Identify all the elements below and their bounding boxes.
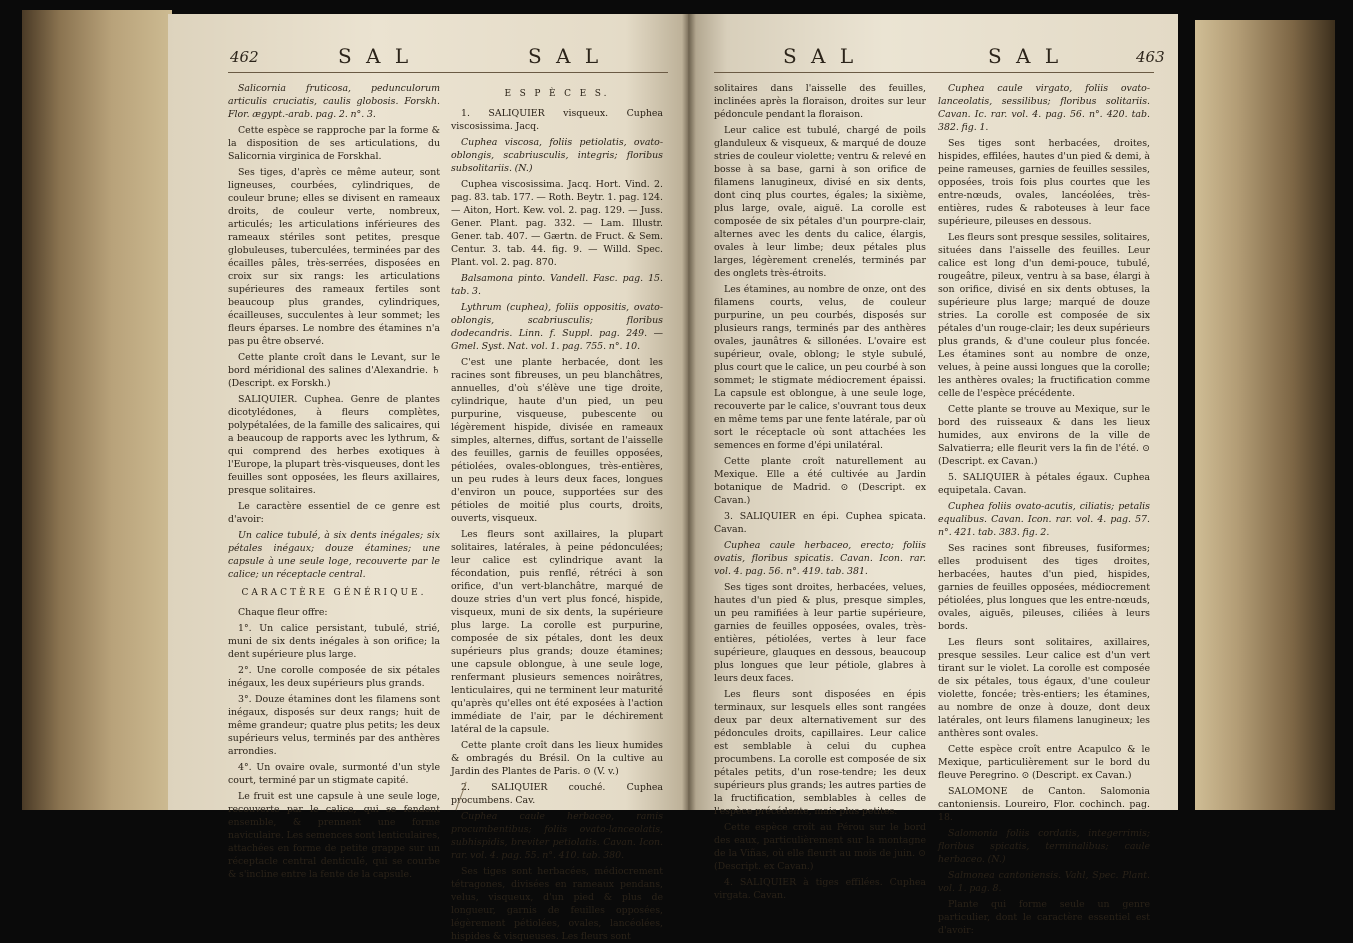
running-head-left: S A L: [338, 44, 413, 68]
paragraph: Les fleurs sont axillaires, la plupart solitaires, latérales, à peine pédonculées; leur calice est cylindrique avant la fécondation, puis renflé, rétréci à son orifice, d'un vert-blanchâtre, marqué de douze stries d'un vert plus foncé, hispide, visqueux, muni de six dents, la supérieure plus large. La corolle est purpurine, composée de six pétales, dont les deux supérieurs plus grands; douze étamines; une capsule oblongue, à une seule loge, renfermant plusieurs semences noirâtres, lenticulaires, qui ne terminent leur maturité qu'après qu'elles ont été exposées à l'action immédiate de l'air, par le déchirement latéral de la capsule.: [451, 529, 663, 735]
paragraph: Cuphea viscosa, foliis petiolatis, ovato-oblongis, scabriusculis, integris; floribus subsolitariis. (N.): [451, 137, 663, 174]
book-edge-right: [1195, 20, 1335, 810]
running-head-right-col2: S A L: [988, 44, 1063, 68]
paragraph: SALOMONE de Canton. Salomonia cantoniensis. Loureiro, Flor. cochinch. pag. 18.: [938, 786, 1150, 823]
paragraph: Les étamines, au nombre de onze, ont des filamens courts, velus, de couleur purpurine, un peu courbés, disposés sur plusieurs rangs, terminés par des anthères ovales, jaunâtres & sillonées. L'ovaire est supérieur, ovale, oblong; le style subulé, plus court que le calice, un peu courbé à son sommet; le stigmate médiocrement épaissi. La capsule est oblongue, à une seule loge, recouverte par le calice, s'ouvrant tous deux en même tems par une fente latérale, par où sort le réceptacle où sont attachées les semences en forme d'épi unilatéral.: [714, 284, 926, 451]
paragraph: 2. SALIQUIER couché. Cuphea procumbens. Cav.: [451, 782, 663, 806]
paragraph: Salomonia foliis cordatis, integerrimis; floribus spicatis, terminalibus; caule herbaceo. (N.): [938, 828, 1150, 865]
left-page: [168, 14, 688, 942]
header-rule-left: [228, 72, 668, 73]
paragraph: 4°. Un ovaire ovale, surmonté d'un style court, terminé par un stigmate capité.: [228, 762, 440, 786]
paragraph: Ses tiges sont herbacées, droites, hispides, effilées, hautes d'un pied & demi, à peine rameuses, garnies de feuilles sessiles, opposées, trois fois plus courtes que les entre-nœuds, ovales, lancéolées, très-entières, rudes & raboteuses à leur face supérieure, pileuses en dessous.: [938, 138, 1150, 227]
paragraph: Leur calice est tubulé, chargé de poils glanduleux & visqueux, & marqué de douze stries de couleur violette; ventru & relevé en bosse à sa base, garni à son orifice de filamens lanugineux, divisé en six dents, dont cinq plus courtes, égales; la sixième, plus large, ovale, aiguë. La corolle est composée de six pétales d'un pourpre-clair, alternes avec les dents du calice, élargis, ovales à leur limbe; deux pétales plus larges, légèrement crenelés, terminés par des onglets très-étroits.: [714, 125, 926, 279]
paragraph: 1°. Un calice persistant, tubulé, strié, muni de six dents inégales à son orifice; la dent supérieure plus large.: [228, 623, 440, 660]
paragraph: Ses tiges, d'après ce même auteur, sont ligneuses, courbées, cylindriques, de couleur brune; elles se divisent en rameaux droits, de couleur verte, nombreux, articulés; les articulations inférieures des rameaux stériles sont petites, presque globuleuses, tuberculées, terminées par des écailles pâles, très-serrées, disposées en croix sur six rangs: les articulations supérieures des rameaux fertiles sont beaucoup plus grandes, cylindriques, écailleuses, succulentes à leur sommet; les fleurs éparses. Le nombre des étamines n'a pas pu être observé.: [228, 167, 440, 347]
paragraph: C'est une plante herbacée, dont les racines sont fibreuses, un peu blanchâtres, annuelles, d'où s'élève une tige droite, cylindrique, haute d'un pied, un peu purpurine, visqueuse, pubescente ou légèrement hispide, divisée en rameaux simples, alternes, diffus, sortant de l'aisselle des feuilles, garnis de feuilles opposées, pétiolées, ovales-oblongues, très-entières, un peu rudes à leurs deux faces, longues d'environ un pouce, supportées sur des pétioles de moitié plus courts, droits, ouverts, visqueux.: [451, 357, 663, 524]
paragraph: solitaires dans l'aisselle des feuilles, inclinées après la floraison, droites sur leur pédoncule pendant la floraison.: [714, 83, 926, 120]
paragraph: Ses tiges sont droites, herbacées, velues, hautes d'un pied & plus, presque simples, un peu ramifiées à leur partie supérieure, garnies de feuilles opposées, ovales, très-entières, pétiolées, vertes à leur face supérieure, glauques en dessous, beaucoup plus longues que leur pétiole, glabres à leurs deux faces.: [714, 582, 926, 684]
left-column-1: [228, 82, 440, 880]
paragraph: Cette plante croît naturellement au Mexique. Elle a été cultivée au Jardin botanique de Madrid. ⊙ (Descript. ex Cavan.): [714, 456, 926, 506]
right-column-2: [938, 82, 1150, 936]
paragraph: Cette espèce croît entre Acapulco & le Mexique, particulièrement sur le bord du fleuve Peregrino. ⊙ (Descript. ex Cavan.): [938, 744, 1150, 781]
paragraph: SALIQUIER. Cuphea. Genre de plantes dicotylédones, à fleurs complètes, polypétalées, de la famille des salicaires, qui a beaucoup de rapports avec les lythrum, & qui comprend des herbes exotiques à l'Europe, la plupart très-visqueuses, dont les feuilles sont opposées, les fleurs axillaires, presque solitaires.: [228, 394, 440, 496]
paragraph: Le fruit est une capsule à une seule loge, recouverte par le calice, qui se fendent ensemble, & prennent une forme naviculaire. Les semences sont lenticulaires, attachées en forme de petite grappe sur un réceptacle central denticulé, qui se courbe & s'incline entre la fente de la capsule.: [228, 791, 440, 880]
paragraph: Les fleurs sont disposées en épis terminaux, sur lesquels elles sont rangées deux par deux alternativement sur des pédoncules droits, capillaires. Leur calice est semblable à celui du cuphea procumbens. La corolle est composée de six pétales petits, d'un rose-tendre; les deux supérieurs plus grands; les autres parties de la fructification, semblables à celles de l'espèce précédente, mais plus petites.: [714, 689, 926, 817]
paragraph: Les fleurs sont presque sessiles, solitaires, situées dans l'aisselle des feuilles. Leur calice est long d'un demi-pouce, tubulé, rougeâtre, pileux, ventru à sa base, élargi à son orifice, divisé en six dents obtuses, la supérieure plus large; marqué de douze stries. La corolle est composée de six pétales d'un rouge-clair; les deux supérieurs plus grands, & d'une couleur plus foncée. Les étamines sont au nombre de onze, velues, à peine aussi longues que la corolle; les anthères ovales; la fructification comme celle de l'espèce précédente.: [938, 232, 1150, 399]
right-page: [688, 14, 1178, 936]
left-column-2: [451, 82, 663, 942]
paragraph: Salmonea cantoniensis. Vahl, Spec. Plant. vol. 1. pag. 8.: [938, 870, 1150, 894]
right-column-1: [714, 82, 926, 901]
book-gutter: [682, 14, 696, 810]
paragraph: Cuphea caule virgato, foliis ovato-lanceolatis, sessilibus; floribus solitariis. Cavan. Ic. rar. vol. 4. pag. 56. n°. 420. tab. 382. fig. 1.: [938, 83, 1150, 133]
paragraph: Balsamona pinto. Vandell. Fasc. pag. 15. tab. 3.: [451, 273, 663, 297]
paragraph: Cuphea foliis ovato-acutis, ciliatis; petalis equalibus. Cavan. Icon. rar. vol. 4. pag. 57. n°. 421. tab. 383. fig. 2.: [938, 501, 1150, 538]
paragraph: Chaque fleur offre:: [238, 607, 328, 618]
paragraph: Plante qui forme seule un genre particulier, dont le caractère essentiel est d'avoir:: [938, 899, 1150, 936]
paragraph: Cette plante croît dans les lieux humides & ombragés du Brésil. On la cultive au Jardin des Plantes de Paris. ⊙ (V. v.): [451, 740, 663, 777]
header-rule-right: [714, 72, 1154, 73]
paragraph: 4. SALIQUIER à tiges effilées. Cuphea virgata. Cavan.: [714, 877, 926, 901]
running-head-right: S A L: [783, 44, 858, 68]
page-number-right: 463: [1136, 48, 1165, 66]
paragraph: Le caractère essentiel de ce genre est d'avoir:: [228, 501, 440, 525]
paragraph: 2°. Une corolle composée de six pétales inégaux, les deux supérieurs plus grands.: [228, 665, 440, 689]
page-number-left: 462: [230, 48, 259, 66]
book-edge-left: [22, 10, 172, 810]
paragraph: Cette plante croît dans le Levant, sur le bord méridional des salines d'Alexandrie. ♄ (Descript. ex Forskh.): [228, 352, 440, 389]
running-head-left-col2: S A L: [528, 44, 603, 68]
paragraph: 3°. Douze étamines dont les filamens sont inégaux, disposés sur deux rangs; huit de même grandeur; quatre plus petits; les deux supérieurs velus, terminés par des anthères arrondies.: [228, 694, 440, 757]
paragraph: Les fleurs sont solitaires, axillaires, presque sessiles. Leur calice est d'un vert tirant sur le violet. La corolle est composée de six pétales, tous égaux, d'une couleur violette, foncée; très-entiers; les étamines, au nombre de onze à douze, dont deux latérales, ont leurs filamens lanugineux; les anthères sont ovales.: [938, 637, 1150, 739]
paragraph: Cette espèce croît au Pérou sur le bord des eaux, particulièrement sur la montagne de la Viñas, où elle fleurit au mois de juin. ⊙ (Descript. ex Cavan.): [714, 822, 926, 872]
paragraph: Ses tiges sont herbacées, médiocrement tétragones, divisées en rameaux pendans, velus, visqueux, d'un pied & plus de longueur, garnis de feuilles opposées, légèrement pétiolées, ovales, lancéolées, hispides & visqueuses. Les fleurs sont: [451, 866, 663, 942]
paragraph: Salicornia fruticosa, pedunculorum articulis cruciatis, caulis globosis. Forskh. Flor. ægypt.-arab. pag. 2. n°. 3.: [228, 83, 440, 120]
paragraph: Cuphea viscosissima. Jacq. Hort. Vind. 2. pag. 83. tab. 177. — Roth. Beytr. 1. pag. 124. — Aiton, Hort. Kew. vol. 2. pag. 129. — Juss. Gener. Plant. pag. 332. — Lam. Illustr. Gener. tab. 407. — Gærtn. de Fruct. & Sem. Centur. 3. tab. 44. fig. 9. — Willd. Spec. Plant. vol. 2. pag. 870.: [451, 179, 663, 268]
paragraph: Lythrum (cuphea), foliis oppositis, ovato-oblongis, scabriusculis; floribus dodecandris. Linn. f. Suppl. pag. 249. — Gmel. Syst. Nat. vol. 1. pag. 755. n°. 10.: [451, 302, 663, 352]
paragraph: 3. SALIQUIER en épi. Cuphea spicata. Cavan.: [714, 511, 926, 535]
paragraph: E S P È C E S.: [504, 89, 610, 99]
paragraph: Un calice tubulé, à six dents inégales; six pétales inégaux; douze étamines; une capsule à une seule loge, recouverte par le calice; un réceptacle central.: [228, 530, 440, 580]
paragraph: Cuphea caule herbaceo, ramis procumbentibus; foliis ovato-lanceolatis, subhispidis, breviter petiolatis. Cavan. Icon. rar. vol. 4. pag. 55. n°. 410. tab. 380.: [451, 811, 663, 861]
paragraph: Cuphea caule herbaceo, erecto; foliis ovatis, floribus spicatis. Cavan. Icon. rar. vol. 4. pag. 56. n°. 419. tab. 381.: [714, 540, 926, 577]
paragraph: 1. SALIQUIER visqueux. Cuphea viscosissima. Jacq.: [451, 108, 663, 132]
paragraph: Ses racines sont fibreuses, fusiformes; elles produisent des tiges droites, herbacées, hautes d'un pied, hispides, garnies de feuilles opposées, médiocrement pétiolées, plus longues que les entre-nœuds, ovales, aiguës, pileuses, ciliées à leurs bords.: [938, 543, 1150, 632]
paragraph: Cette espèce se rapproche par la forme & la disposition de ses articulations, du Salicornia virginica de Forskhal.: [228, 125, 440, 162]
paragraph: Cette plante se trouve au Mexique, sur le bord des ruisseaux & dans les lieux humides, aux environs de la ville de Salvatierra; elle fleurit vers la fin de l'été. ⊙ (Descript. ex Cavan.): [938, 404, 1150, 467]
paragraph: 5. SALIQUIER à pétales égaux. Cuphea equipetala. Cavan.: [938, 472, 1150, 496]
paragraph: CARACTÈRE GÉNÉRIQUE.: [241, 588, 427, 598]
